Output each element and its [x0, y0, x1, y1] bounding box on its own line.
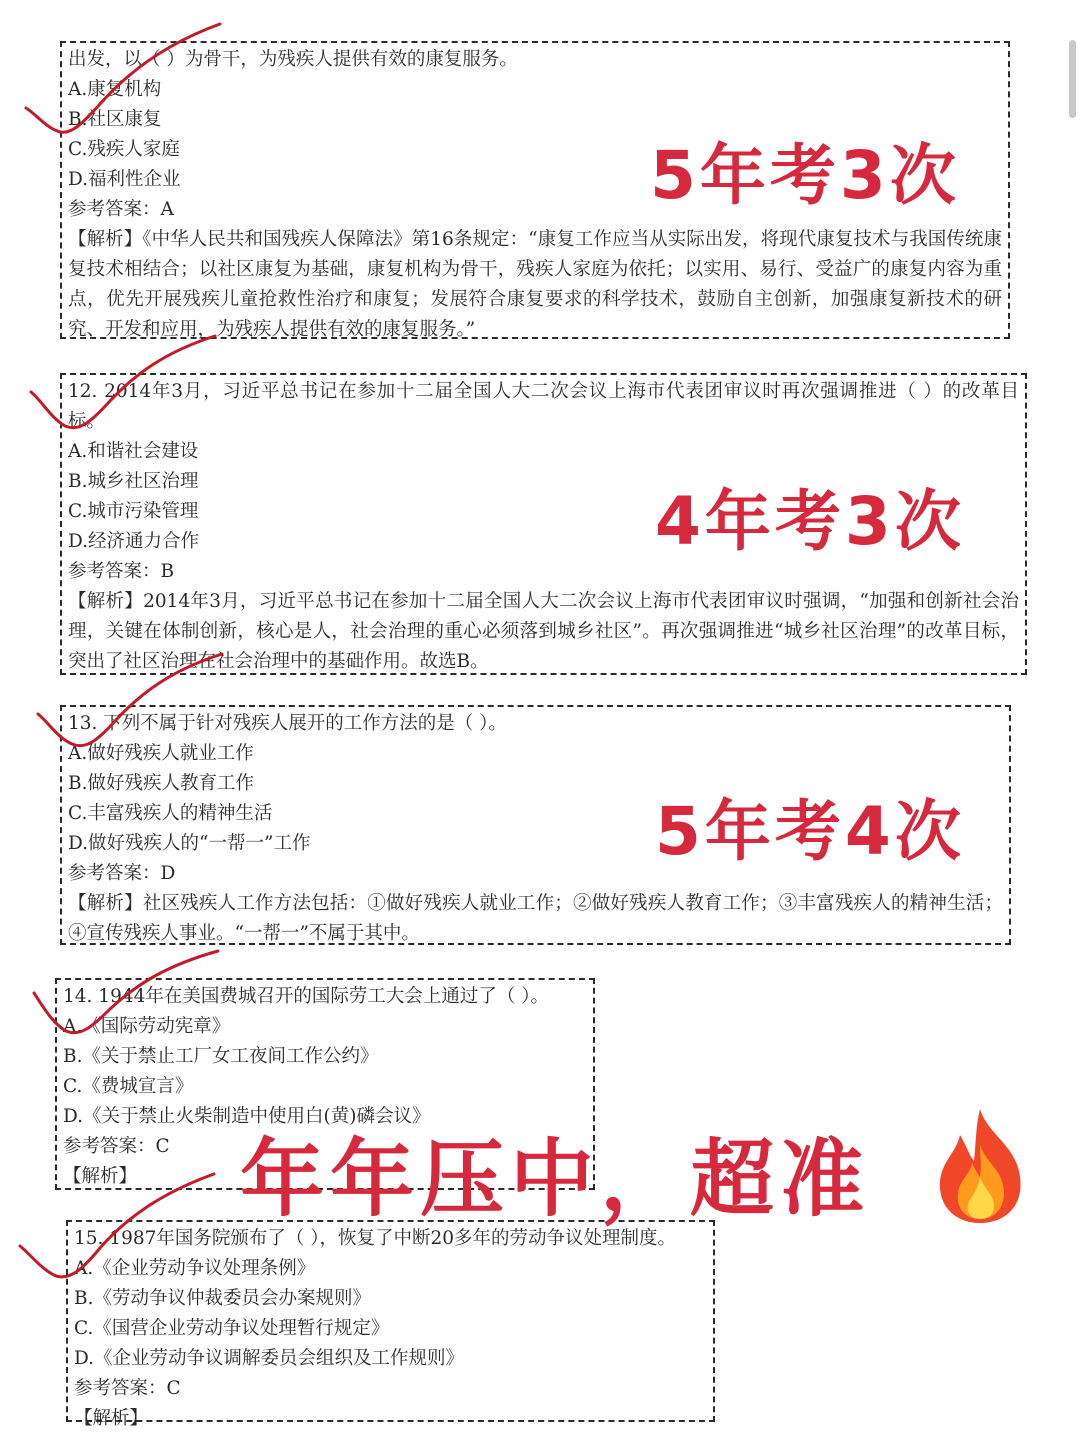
- analysis: 【解析】: [74, 1408, 149, 1429]
- option-c: C.城市污染管理: [68, 501, 199, 522]
- option-b: B.社区康复: [68, 109, 162, 130]
- option-c: C.《费城宣言》: [63, 1076, 194, 1097]
- option-d: D.《关于禁止火柴制造中使用白(黄)磷会议》: [63, 1106, 431, 1127]
- analysis: 【解析】2014年3月，习近平总书记在参加十二届全国人大二次会议上海市代表团审议时强调，“加强和创新社会治理，关键在体制创新，核心是人，社会治理的重心必须落到城乡社区”。再次强调推进“城乡社区治理”的改革目标，突出了社区治理在社会治理中的基础作用。故选B。: [68, 591, 1019, 672]
- question-stem: 出发，以（ ）为骨干，为残疾人提供有效的康复服务。: [68, 49, 518, 70]
- option-d: D.经济通力合作: [68, 531, 200, 552]
- reference-answer: 参考答案：B: [68, 561, 175, 582]
- reference-answer: 参考答案：D: [68, 863, 176, 884]
- reference-answer: 参考答案：C: [63, 1136, 170, 1157]
- stamp-4-years-3-times: 4年考3次: [655, 483, 965, 560]
- question-stem: 15. 1987年国务院颁布了（ ），恢复了中断20多年的劳动争议处理制度。: [74, 1228, 677, 1249]
- option-a: A.《国际劳动宪章》: [63, 1016, 231, 1037]
- scrollbar-thumb[interactable]: [1069, 40, 1076, 118]
- stamp-5-years-4-times: 5年考4次: [655, 793, 965, 870]
- option-b: B.城乡社区治理: [68, 471, 199, 492]
- question-15-card: [66, 1220, 715, 1429]
- reference-answer: 参考答案：A: [68, 199, 174, 220]
- option-b: B.做好残疾人教育工作: [68, 773, 254, 794]
- question-stem: 13. 下列不属于针对残疾人展开的工作方法的是（ ）。: [68, 713, 507, 734]
- option-d: D.《企业劳动争议调解委员会组织及工作规则》: [74, 1348, 465, 1369]
- option-b: B.《劳动争议仲裁委员会办案规则》: [74, 1288, 371, 1309]
- option-a: A.和谐社会建设: [68, 441, 199, 462]
- option-b: B.《关于禁止工厂女工夜间工作公约》: [63, 1046, 379, 1067]
- stamp-every-year-hit: 年年压中，超准: [240, 1130, 871, 1228]
- analysis: 【解析】: [63, 1166, 138, 1187]
- option-c: C.《国营企业劳动争议处理暂行规定》: [74, 1318, 390, 1339]
- option-a: A.康复机构: [68, 79, 162, 100]
- option-c: C.丰富残疾人的精神生活: [68, 803, 273, 824]
- question-stem: 12. 2014年3月，习近平总书记在参加十二届全国人大二次会议上海市代表团审议时再次强调推进（ ）的改革目标。: [68, 381, 1019, 432]
- stamp-5-years-3-times: 5年考3次: [650, 137, 960, 214]
- option-c: C.残疾人家庭: [68, 139, 180, 160]
- option-d: D.做好残疾人的“一帮一”工作: [68, 833, 311, 854]
- option-a: A.做好残疾人就业工作: [68, 743, 254, 764]
- fire-icon: [930, 1105, 1030, 1225]
- option-a: A.《企业劳动争议处理条例》: [74, 1258, 316, 1279]
- question-stem: 14. 1944年在美国费城召开的国际劳工大会上通过了（ ）。: [63, 986, 550, 1007]
- analysis: 【解析】社区残疾人工作方法包括：①做好残疾人就业工作；②做好残疾人教育工作；③丰富残疾人的精神生活；④宣传残疾人事业。“一帮一”不属于其中。: [68, 893, 1003, 944]
- reference-answer: 参考答案：C: [74, 1378, 181, 1399]
- analysis: 【解析】《中华人民共和国残疾人保障法》第16条规定：“康复工作应当从实际出发，将现代康复技术与我国传统康复技术相结合；以社区康复为基础，康复机构为骨干，残疾人家庭为依托；以实用、易行、受益广的康复内容为重点，优先开展残疾儿童抢救性治疗和康复；发展符合康复要求的科学技术，鼓励自主创新，加强康复新技术的研究、开发和应用，为残疾人提供有效的康复服务。”: [68, 229, 1002, 340]
- option-d: D.福利性企业: [68, 169, 181, 190]
